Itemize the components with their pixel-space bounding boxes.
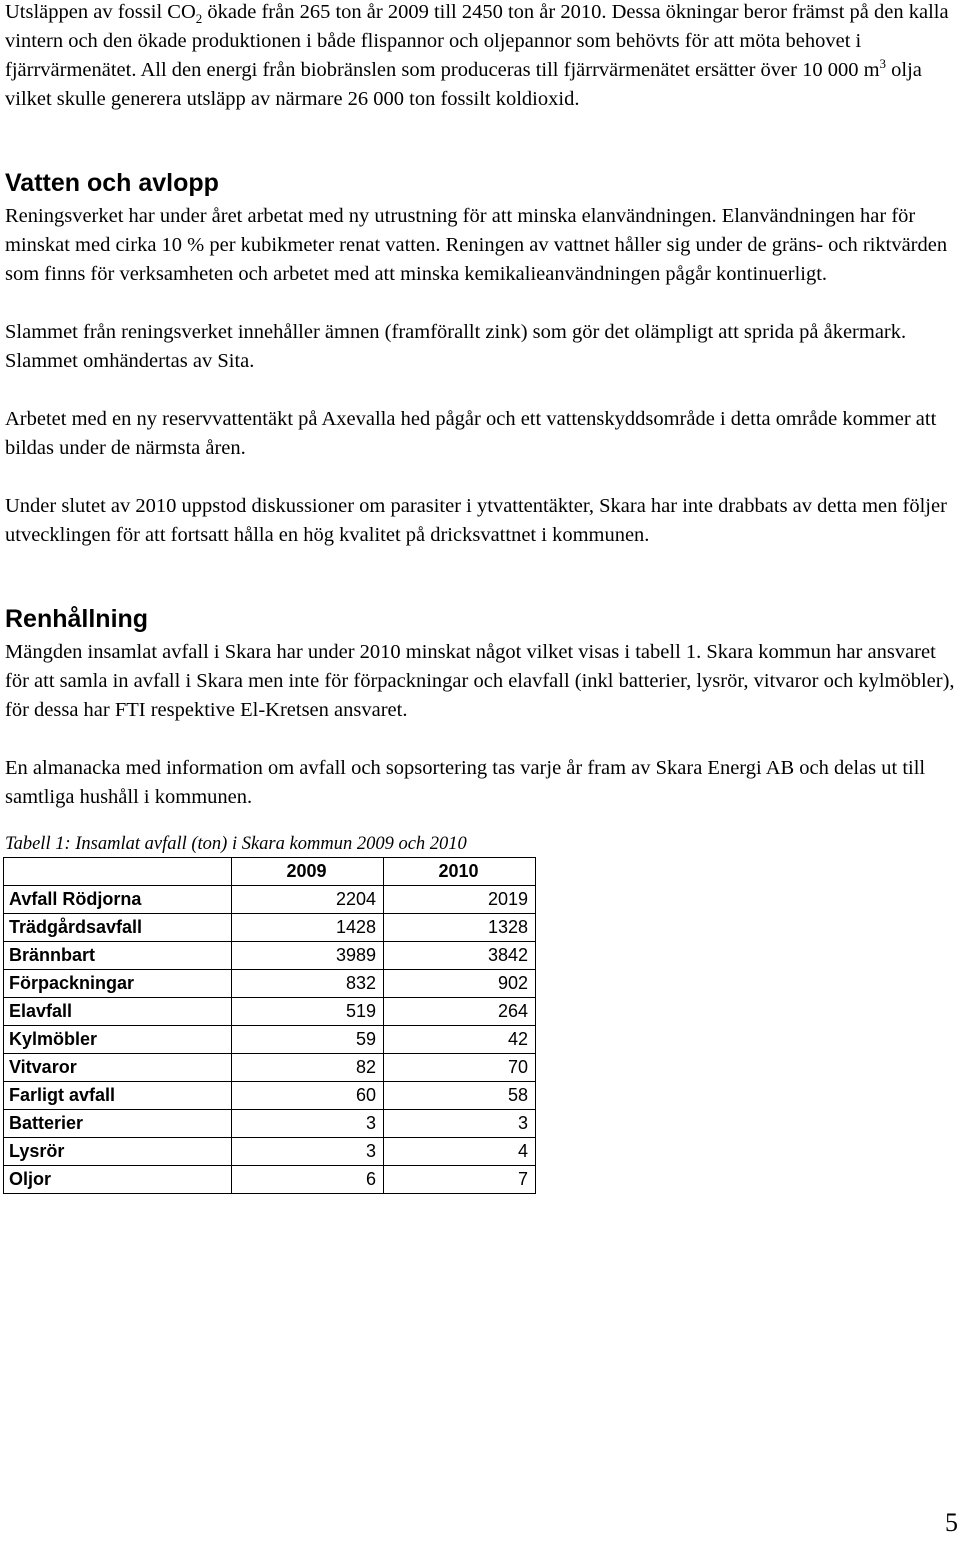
value-2009: 6 bbox=[232, 1166, 384, 1194]
vatten-paragraph-4: Under slutet av 2010 uppstod diskussioner om parasiter i ytvattentäkter, Skara har inte drabbats av detta men följer utvecklingen för att fortsatt hålla en hög kvalitet på dricksvattnet i kommunen. bbox=[5, 495, 947, 546]
value-2010: 1328 bbox=[384, 914, 536, 942]
table-header-2010: 2010 bbox=[384, 858, 536, 886]
value-2010: 902 bbox=[384, 970, 536, 998]
table-header-empty bbox=[4, 858, 232, 886]
table-row bbox=[4, 1026, 536, 1054]
table-header-2009: 2009 bbox=[232, 858, 384, 886]
vatten-paragraph-1: Reningsverket har under året arbetat med ny utrustning för att minska elanvändningen. Elanvändningen har för minskat med cirka 10 % per kubikmeter renat vatten. Reningen av vattnet håller sig under de gräns- och riktvärden som finns för verksamheten och arbetet med att minska kemikalieanvändningen pågår kontinuerligt. bbox=[5, 205, 948, 285]
value-2009: 82 bbox=[232, 1054, 384, 1082]
value-2010: 4 bbox=[384, 1138, 536, 1166]
value-2009: 60 bbox=[232, 1082, 384, 1110]
row-label: Kylmöbler bbox=[4, 1026, 232, 1054]
value-2009: 2204 bbox=[232, 886, 384, 914]
value-2010: 3 bbox=[384, 1110, 536, 1138]
value-2009: 3989 bbox=[232, 942, 384, 970]
row-label: Brännbart bbox=[4, 942, 232, 970]
table-row bbox=[4, 1110, 536, 1138]
table-row bbox=[4, 914, 536, 942]
table-header-row bbox=[4, 858, 536, 886]
vatten-paragraph-3: Arbetet med en ny reservvattentäkt på Axevalla hed pågår och ett vattenskyddsområde i detta område kommer att bildas under de närmsta åren. bbox=[5, 408, 937, 459]
row-label: Trädgårdsavfall bbox=[4, 914, 232, 942]
intro-text-2: ökade från 265 ton år 2009 till 2450 ton år 2010. Dessa ökningar beror främst på den kalla vintern och den ökade produktionen i både flispannor och oljepannor som behövts för att möta behovet i fjärrvärmenätet. All den energi från biobränslen som produceras till fjärrvärmenätet ersätter över 10 000 m bbox=[5, 1, 949, 81]
value-2009: 519 bbox=[232, 998, 384, 1026]
table-row bbox=[4, 998, 536, 1026]
value-2010: 2019 bbox=[384, 886, 536, 914]
intro-text-1: Utsläppen av fossil CO bbox=[5, 1, 196, 23]
value-2010: 42 bbox=[384, 1026, 536, 1054]
value-2009: 3 bbox=[232, 1138, 384, 1166]
page-number: 5 bbox=[945, 1508, 958, 1537]
value-2010: 264 bbox=[384, 998, 536, 1026]
value-2009: 59 bbox=[232, 1026, 384, 1054]
row-label: Lysrör bbox=[4, 1138, 232, 1166]
waste-table bbox=[3, 857, 536, 1194]
row-label: Vitvaror bbox=[4, 1054, 232, 1082]
value-2010: 3842 bbox=[384, 942, 536, 970]
row-label: Farligt avfall bbox=[4, 1082, 232, 1110]
intro-superscript: 3 bbox=[879, 56, 887, 72]
value-2010: 70 bbox=[384, 1054, 536, 1082]
table-row bbox=[4, 1082, 536, 1110]
table-row bbox=[4, 1138, 536, 1166]
table-row bbox=[4, 1166, 536, 1194]
row-label: Batterier bbox=[4, 1110, 232, 1138]
table-body bbox=[4, 886, 536, 1194]
value-2009: 1428 bbox=[232, 914, 384, 942]
vatten-paragraph-2: Slammet från reningsverket innehåller ämnen (framförallt zink) som gör det olämpligt att sprida på åkermark. Slammet omhändertas av Sita. bbox=[5, 321, 907, 372]
value-2009: 3 bbox=[232, 1110, 384, 1138]
table-row bbox=[4, 886, 536, 914]
row-label: Oljor bbox=[4, 1166, 232, 1194]
table-row bbox=[4, 942, 536, 970]
table-caption: Tabell 1: Insamlat avfall (ton) i Skara kommun 2009 och 2010 bbox=[5, 834, 467, 854]
renhallning-heading: Renhållning bbox=[5, 605, 149, 633]
value-2010: 7 bbox=[384, 1166, 536, 1194]
intro-paragraph bbox=[5, 0, 955, 114]
value-2010: 58 bbox=[384, 1082, 536, 1110]
renhallning-paragraph-2: En almanacka med information om avfall och sopsortering tas varje år fram av Skara Energi AB och delas ut till samtliga hushåll i kommunen. bbox=[5, 757, 926, 808]
table-row bbox=[4, 1054, 536, 1082]
intro-subscript: 2 bbox=[195, 11, 203, 27]
table-row bbox=[4, 970, 536, 998]
row-label: Förpackningar bbox=[4, 970, 232, 998]
row-label: Avfall Rödjorna bbox=[4, 886, 232, 914]
intro-text-3: olja vilket skulle generera utsläpp av närmare 26 000 ton fossilt koldioxid. bbox=[5, 59, 922, 110]
vatten-heading: Vatten och avlopp bbox=[5, 169, 219, 197]
document-page bbox=[5, 0, 955, 1194]
row-label: Elavfall bbox=[4, 998, 232, 1026]
renhallning-paragraph-1: Mängden insamlat avfall i Skara har under 2010 minskat något vilket visas i tabell 1. Skara kommun har ansvaret för att samla in avfall i Skara men inte för förpackningar och elavfall (inkl batterier, lysrör, vitvaror och kylmöbler), för dessa har FTI respektive El-Kretsen ansvaret. bbox=[5, 641, 955, 721]
value-2009: 832 bbox=[232, 970, 384, 998]
